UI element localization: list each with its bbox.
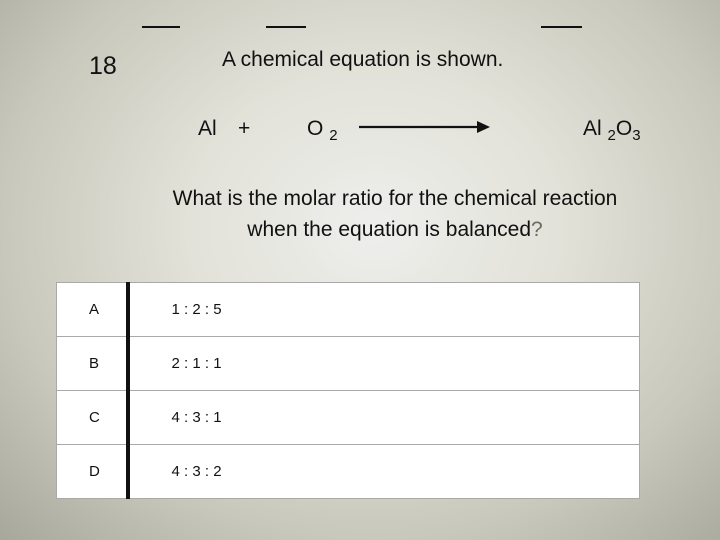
question-number: 18 bbox=[89, 52, 117, 80]
answer-choices-table bbox=[56, 282, 640, 499]
prompt-text: A chemical equation is shown. bbox=[222, 48, 504, 71]
answer-choice-c[interactable] bbox=[57, 391, 640, 445]
choice-letter: A bbox=[57, 283, 128, 337]
question-text bbox=[110, 183, 680, 245]
question-mark: ? bbox=[531, 218, 543, 241]
answer-choice-b[interactable] bbox=[57, 337, 640, 391]
product-al2o3: Al $_2O_3$ bbox=[583, 117, 641, 144]
answer-choice-a[interactable] bbox=[57, 283, 640, 337]
choice-ratio: 4 : 3 : 1 bbox=[128, 391, 640, 445]
coefficient-blank-al bbox=[142, 0, 180, 28]
choice-letter: C bbox=[57, 391, 128, 445]
question-line-1: What is the molar ratio for the chemical reaction bbox=[172, 187, 618, 210]
choice-ratio: 1 : 2 : 5 bbox=[128, 283, 640, 337]
choice-ratio: 4 : 3 : 2 bbox=[128, 445, 640, 499]
plus-sign: + bbox=[238, 117, 251, 140]
question-line-2: when the equation is balanced? bbox=[247, 218, 543, 241]
choice-letter: D bbox=[57, 445, 128, 499]
coefficient-blank-al2o3 bbox=[541, 0, 582, 28]
reactant-al: Al bbox=[198, 117, 217, 140]
choice-ratio: 2 : 1 : 1 bbox=[128, 337, 640, 391]
choice-letter: B bbox=[57, 337, 128, 391]
reaction-arrow-icon bbox=[357, 117, 492, 137]
coefficient-blank-o2 bbox=[266, 0, 306, 28]
reactant-o2: O $_2$ bbox=[307, 117, 338, 144]
answer-choice-d[interactable] bbox=[57, 445, 640, 499]
